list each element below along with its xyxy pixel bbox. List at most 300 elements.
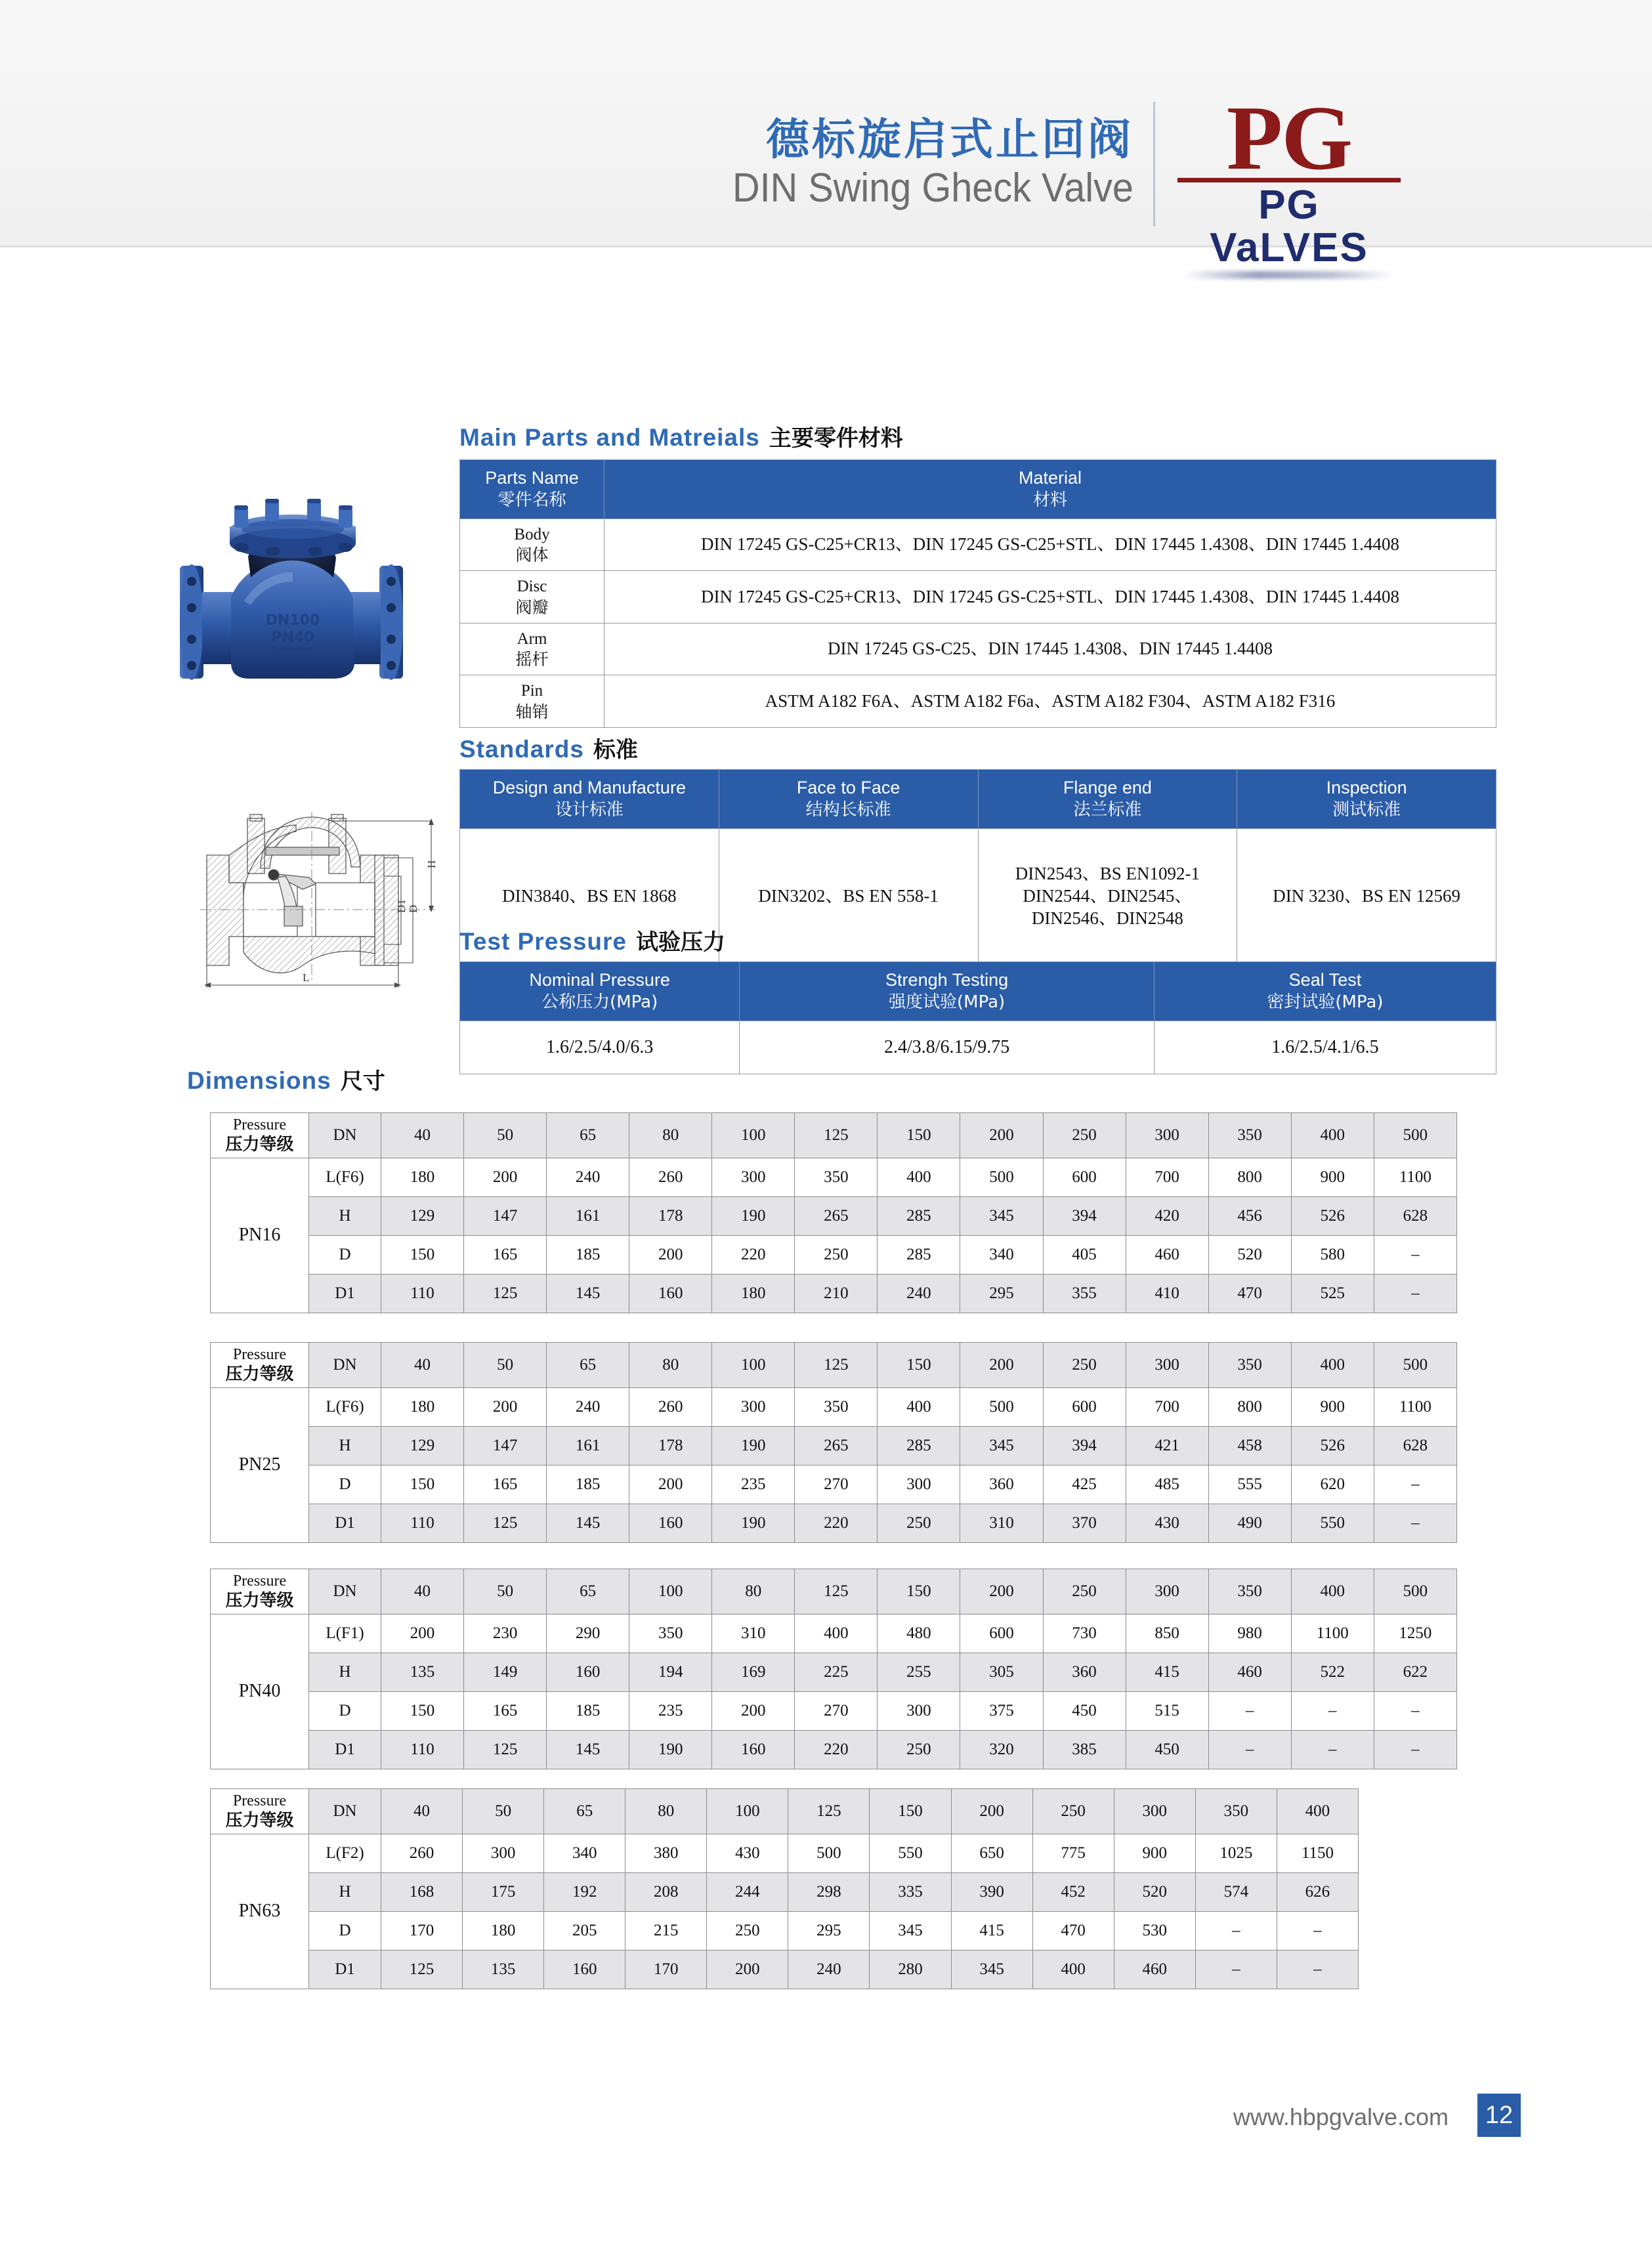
dimension-cell: 522 [1291, 1653, 1374, 1691]
dimension-cell: 295 [788, 1911, 870, 1950]
dn-value-200: 200 [951, 1789, 1032, 1834]
dn-value-500: 500 [1374, 1113, 1456, 1158]
dimension-cell: 1150 [1277, 1834, 1358, 1872]
col-header-standard-0: Design and Manufacture 设计标准 [460, 770, 719, 829]
table-row [460, 571, 1496, 623]
table-row [211, 1465, 1457, 1504]
table-row [211, 1691, 1457, 1730]
dimension-cell: 185 [547, 1465, 629, 1504]
col-header-testpressure-2: Seal Test 密封试验(MPa) [1154, 962, 1496, 1021]
dimension-cell: 320 [960, 1730, 1043, 1769]
dimension-cell: 425 [1043, 1465, 1126, 1504]
dimension-cell: 650 [951, 1834, 1032, 1872]
row-label-dn: DN [309, 1343, 381, 1388]
logo-valves-text: PG VaLVES [1210, 182, 1368, 271]
dimension-cell: 170 [381, 1911, 463, 1950]
dn-value-350: 350 [1195, 1789, 1277, 1834]
dimension-cell: 285 [878, 1426, 960, 1465]
dimension-cell: – [1374, 1274, 1456, 1313]
dimension-cell: 345 [870, 1911, 951, 1950]
valve-product-photo [158, 479, 440, 696]
table-row [211, 1504, 1457, 1542]
section-heading-main-parts [459, 420, 903, 452]
dn-value-300: 300 [1126, 1343, 1208, 1388]
dimension-cell: 194 [629, 1653, 712, 1691]
dimension-cell: 145 [547, 1274, 629, 1313]
dimension-cell: 145 [547, 1504, 629, 1542]
dimension-cell: 220 [795, 1504, 878, 1542]
dimension-cell: 430 [707, 1834, 788, 1872]
row-label-lf1: L(F1) [309, 1614, 381, 1653]
dimension-cell: 147 [464, 1426, 547, 1465]
dn-value-80: 80 [712, 1569, 795, 1614]
dimension-cell: 400 [878, 1158, 960, 1196]
dimension-cell: 450 [1126, 1730, 1208, 1769]
dimension-cell: 160 [544, 1950, 625, 1989]
dimension-cell: 300 [878, 1465, 960, 1504]
part-name-cn: 摇杆 [515, 650, 549, 669]
table-row [211, 1235, 1457, 1274]
valve-section-drawing [187, 784, 443, 1007]
dimension-cell: 622 [1374, 1653, 1456, 1691]
dimension-cell: 400 [795, 1614, 878, 1653]
dimension-cell: 530 [1114, 1911, 1195, 1950]
dimension-cell: 980 [1208, 1614, 1291, 1653]
dimension-cell: 580 [1291, 1235, 1374, 1274]
dimension-cell: 620 [1291, 1465, 1374, 1504]
dimension-cell: 600 [1043, 1158, 1126, 1196]
dimension-cell: 161 [547, 1196, 629, 1235]
dimension-cell: 280 [870, 1950, 951, 1989]
dimension-table-pn40 [210, 1569, 1457, 1769]
pressure-rating-label: PN63 [211, 1834, 309, 1989]
dn-value-50: 50 [464, 1113, 547, 1158]
test-pressure-value-1: 2.4/3.8/6.15/9.75 [740, 1021, 1154, 1074]
dimension-cell: 250 [795, 1235, 878, 1274]
dimension-cell: – [1374, 1730, 1456, 1769]
dimension-cell: 200 [712, 1691, 795, 1730]
dimension-cell: 165 [464, 1691, 547, 1730]
dimension-cell: 421 [1126, 1426, 1208, 1465]
standard-value-1: DIN3202、BS EN 558-1 [719, 828, 978, 964]
dimension-cell: 250 [878, 1730, 960, 1769]
dn-header-row [211, 1113, 1457, 1158]
dimension-cell: 129 [381, 1426, 464, 1465]
table-row [211, 1834, 1359, 1872]
material-cell: DIN 17245 GS-C25、DIN 17445 1.4308、DIN 17445 1.4408 [604, 623, 1496, 675]
part-name-cn: 阀体 [515, 545, 549, 565]
dn-value-125: 125 [795, 1113, 878, 1158]
dimension-cell: 500 [960, 1158, 1043, 1196]
dimension-cell: – [1374, 1504, 1456, 1542]
dn-value-80: 80 [629, 1113, 712, 1158]
dimension-cell: – [1195, 1911, 1277, 1950]
dimension-cell: – [1277, 1911, 1358, 1950]
dimension-cell: – [1374, 1465, 1456, 1504]
main-parts-table [459, 459, 1496, 728]
dimension-cell: 185 [547, 1235, 629, 1274]
dimension-cell: 300 [712, 1158, 795, 1196]
dn-value-250: 250 [1043, 1343, 1126, 1388]
part-name-en: Disc [517, 578, 547, 596]
dimension-cell: 175 [463, 1872, 544, 1911]
dimension-cell: 1100 [1291, 1614, 1374, 1653]
dimension-cell: 375 [960, 1691, 1043, 1730]
dn-value-100: 100 [629, 1569, 712, 1614]
dimension-cell: 730 [1043, 1614, 1126, 1653]
dimension-cell: 415 [951, 1911, 1032, 1950]
dimension-cell: 628 [1374, 1196, 1456, 1235]
section-heading-dimensions [187, 1063, 385, 1095]
dimension-cell: 628 [1374, 1426, 1456, 1465]
dimension-cell: 450 [1043, 1691, 1126, 1730]
part-name-en: Body [514, 525, 550, 543]
test-pressure-table [459, 961, 1496, 1074]
dimension-cell: 355 [1043, 1274, 1126, 1313]
dimension-cell: 200 [629, 1235, 712, 1274]
dimension-cell: 600 [1043, 1387, 1126, 1426]
dimension-cell: 200 [707, 1950, 788, 1989]
table-row [211, 1274, 1457, 1313]
table-row [211, 1387, 1457, 1426]
dn-value-300: 300 [1126, 1113, 1208, 1158]
dn-header-row [211, 1343, 1457, 1388]
dimension-cell: 574 [1195, 1872, 1277, 1911]
part-name-cell [460, 571, 604, 623]
part-name-cell [460, 518, 604, 571]
header-divider-rule [0, 245, 1652, 247]
dimension-cell: 200 [464, 1387, 547, 1426]
svg-text:PN40: PN40 [271, 629, 314, 646]
row-label-d: D [309, 1235, 381, 1274]
dimension-cell: 470 [1208, 1274, 1291, 1313]
dimension-cell: 305 [960, 1653, 1043, 1691]
dimension-cell: 235 [629, 1691, 712, 1730]
dn-header-row [211, 1569, 1457, 1614]
dimension-cell: 555 [1208, 1465, 1291, 1504]
dimension-cell: 394 [1043, 1426, 1126, 1465]
part-name-cell [460, 623, 604, 675]
table-row [211, 1730, 1457, 1769]
row-label-d1: D1 [309, 1274, 381, 1313]
dimension-cell: 285 [878, 1196, 960, 1235]
dimension-cell: – [1291, 1691, 1374, 1730]
dimension-cell: 225 [795, 1653, 878, 1691]
part-name-cn: 阀瓣 [515, 597, 549, 617]
dimension-cell: 340 [960, 1235, 1043, 1274]
row-label-d: D [309, 1691, 381, 1730]
pressure-rating-corner-label: Pressure 压力等级 [211, 1343, 309, 1388]
dn-value-50: 50 [464, 1343, 547, 1388]
dimension-cell: 410 [1126, 1274, 1208, 1313]
dimension-cell: 370 [1043, 1504, 1126, 1542]
dn-value-250: 250 [1043, 1569, 1126, 1614]
table-row [460, 1021, 1496, 1074]
dn-value-40: 40 [381, 1113, 464, 1158]
dimension-cell: 270 [795, 1691, 878, 1730]
dn-value-150: 150 [878, 1343, 960, 1388]
dn-value-40: 40 [381, 1789, 463, 1834]
dimension-cell: 215 [625, 1911, 707, 1950]
dimension-cell: 150 [381, 1691, 464, 1730]
dn-value-200: 200 [960, 1569, 1043, 1614]
dimension-cell: 800 [1208, 1387, 1291, 1426]
dn-value-400: 400 [1277, 1789, 1358, 1834]
row-label-lf6: L(F6) [309, 1387, 381, 1426]
material-cell: DIN 17245 GS-C25+CR13、DIN 17245 GS-C25+STL、DIN 17445 1.4308、DIN 17445 1.4408 [604, 518, 1496, 571]
table-row [211, 1158, 1457, 1196]
dimension-cell: 220 [712, 1235, 795, 1274]
dimension-cell: 515 [1126, 1691, 1208, 1730]
dimension-cell: 190 [712, 1504, 795, 1542]
dimension-cell: 430 [1126, 1504, 1208, 1542]
dimension-cell: 345 [960, 1426, 1043, 1465]
dimension-cell: 190 [712, 1426, 795, 1465]
dn-value-65: 65 [547, 1343, 629, 1388]
dimension-cell: 394 [1043, 1196, 1126, 1235]
pg-valves-logo [1177, 87, 1401, 271]
row-label-h: H [309, 1196, 381, 1235]
dimension-cell: 900 [1291, 1158, 1374, 1196]
dimension-cell: 350 [795, 1158, 878, 1196]
dimension-cell: 255 [878, 1653, 960, 1691]
table-row [460, 518, 1496, 571]
dimension-cell: 300 [878, 1691, 960, 1730]
dimension-cell: 265 [795, 1426, 878, 1465]
dn-value-150: 150 [878, 1113, 960, 1158]
dimension-cell: 452 [1032, 1872, 1114, 1911]
dimension-cell: 161 [547, 1426, 629, 1465]
dimension-cell: 178 [629, 1196, 712, 1235]
dimension-cell: 900 [1114, 1834, 1195, 1872]
part-name-en: Pin [520, 682, 543, 700]
header-content [702, 87, 1401, 271]
dimension-cell: 335 [870, 1872, 951, 1911]
dn-value-50: 50 [463, 1789, 544, 1834]
dimension-cell: 285 [878, 1235, 960, 1274]
col-header-parts-name: Parts Name 零件名称 [460, 460, 604, 519]
table-row [211, 1872, 1359, 1911]
dn-value-40: 40 [381, 1569, 464, 1614]
dn-value-80: 80 [625, 1789, 707, 1834]
dimension-table-pn63 [210, 1788, 1359, 1989]
row-label-lf6: L(F6) [309, 1158, 381, 1196]
section-heading-main-parts-en: Main Parts and Matreials [459, 424, 760, 451]
dimension-cell: 149 [464, 1653, 547, 1691]
dimension-cell: 470 [1032, 1911, 1114, 1950]
dimension-cell: 160 [629, 1504, 712, 1542]
dimension-cell: 480 [878, 1614, 960, 1653]
page-title-en: DIN Swing Gheck Valve [732, 165, 1133, 211]
dimension-cell: 526 [1291, 1196, 1374, 1235]
part-name-en: Arm [517, 629, 547, 648]
dimension-cell: 340 [544, 1834, 625, 1872]
dimension-cell: 220 [795, 1730, 878, 1769]
dimension-cell: 500 [960, 1387, 1043, 1426]
dn-value-50: 50 [464, 1569, 547, 1614]
dimension-cell: 165 [464, 1235, 547, 1274]
title-logo-divider [1153, 102, 1155, 226]
dimension-cell: 165 [464, 1465, 547, 1504]
dn-value-250: 250 [1043, 1113, 1126, 1158]
pressure-rating-label: PN40 [211, 1614, 309, 1769]
dimension-cell: – [1374, 1235, 1456, 1274]
dimension-cell: 298 [788, 1872, 870, 1911]
dimension-cell: 1100 [1374, 1158, 1456, 1196]
dimension-cell: 185 [547, 1691, 629, 1730]
dimension-cell: 125 [464, 1504, 547, 1542]
dimension-cell: 200 [464, 1158, 547, 1196]
test-pressure-value-0: 1.6/2.5/4.0/6.3 [460, 1021, 740, 1074]
dn-value-150: 150 [878, 1569, 960, 1614]
test-pressure-value-2: 1.6/2.5/4.1/6.5 [1154, 1021, 1496, 1074]
dimension-cell: 460 [1114, 1950, 1195, 1989]
page-title-cn: 德标旋启式止回阀 [766, 114, 1133, 165]
dimension-cell: 345 [960, 1196, 1043, 1235]
dimension-cell: 178 [629, 1426, 712, 1465]
dimension-cell: 1025 [1195, 1834, 1277, 1872]
standard-value-2: DIN2543、BS EN1092-1 DIN2544、DIN2545、 DIN2546、DIN2548 [978, 828, 1237, 964]
dn-value-400: 400 [1291, 1343, 1374, 1388]
dn-value-150: 150 [870, 1789, 951, 1834]
dimension-cell: 800 [1208, 1158, 1291, 1196]
dimension-cell: 125 [464, 1274, 547, 1313]
dimension-cell: – [1291, 1730, 1374, 1769]
dimension-cell: 230 [464, 1614, 547, 1653]
dimension-table-pn25 [210, 1342, 1457, 1543]
dimension-cell: 900 [1291, 1387, 1374, 1426]
standard-value-3: DIN 3230、BS EN 12569 [1237, 828, 1496, 964]
drawing-label-h: H [425, 860, 438, 868]
dimension-cell: 500 [788, 1834, 870, 1872]
dimension-cell: – [1195, 1950, 1277, 1989]
dimension-cell: 135 [463, 1950, 544, 1989]
row-label-d: D [309, 1911, 381, 1950]
dimension-cell: 265 [795, 1196, 878, 1235]
col-header-testpressure-0: Nominal Pressure 公称压力(MPa) [460, 962, 740, 1021]
dimension-cell: – [1208, 1730, 1291, 1769]
section-heading-standards-en: Standards [459, 736, 584, 763]
dimension-cell: 170 [625, 1950, 707, 1989]
dn-value-350: 350 [1208, 1113, 1291, 1158]
drawing-label-d1: D1 [395, 899, 408, 913]
dimension-cell: – [1277, 1950, 1358, 1989]
logo-pg-text: PG [1226, 87, 1352, 189]
dimension-cell: 160 [712, 1730, 795, 1769]
dn-value-125: 125 [795, 1343, 878, 1388]
part-name-cn: 轴销 [515, 702, 549, 721]
dimension-cell: 360 [1043, 1653, 1126, 1691]
dn-value-65: 65 [544, 1789, 625, 1834]
dimension-cell: 129 [381, 1196, 464, 1235]
drawing-label-l: L [303, 971, 310, 984]
dimension-cell: 310 [960, 1504, 1043, 1542]
dimension-cell: 135 [381, 1653, 464, 1691]
dn-value-250: 250 [1032, 1789, 1114, 1834]
material-cell: ASTM A182 F6A、ASTM A182 F6a、ASTM A182 F304、ASTM A182 F316 [604, 675, 1496, 728]
dn-header-row [211, 1789, 1359, 1834]
col-header-standard-2: Flange end 法兰标准 [978, 770, 1237, 829]
col-header-material: Material 材料 [604, 460, 1496, 519]
row-label-h: H [309, 1426, 381, 1465]
dimension-cell: 390 [951, 1872, 1032, 1911]
dimension-cell: 400 [1032, 1950, 1114, 1989]
dimension-cell: 525 [1291, 1274, 1374, 1313]
dimension-cell: 260 [629, 1387, 712, 1426]
dimension-cell: 235 [712, 1465, 795, 1504]
dimension-cell: 192 [544, 1872, 625, 1911]
dimension-cell: 180 [712, 1274, 795, 1313]
dimension-cell: 145 [547, 1730, 629, 1769]
dimension-cell: 600 [960, 1614, 1043, 1653]
dimension-cell: 700 [1126, 1387, 1208, 1426]
row-label-dn: DN [309, 1569, 381, 1614]
dimension-cell: 110 [381, 1274, 464, 1313]
row-label-dn: DN [309, 1789, 381, 1834]
dimension-cell: 458 [1208, 1426, 1291, 1465]
dimension-cell: 700 [1126, 1158, 1208, 1196]
section-heading-test-pressure [459, 924, 725, 956]
dn-value-40: 40 [381, 1343, 464, 1388]
dn-value-200: 200 [960, 1343, 1043, 1388]
dimension-cell: 310 [712, 1614, 795, 1653]
dimension-cell: 490 [1208, 1504, 1291, 1542]
dn-value-100: 100 [712, 1113, 795, 1158]
footer-page-number: 12 [1477, 2094, 1521, 2137]
dimension-cell: 290 [547, 1614, 629, 1653]
pressure-rating-corner-label: Pressure 压力等级 [211, 1113, 309, 1158]
row-label-lf2: L(F2) [309, 1834, 381, 1872]
table-row [211, 1653, 1457, 1691]
dimension-cell: 190 [712, 1196, 795, 1235]
dimension-cell: 520 [1114, 1872, 1195, 1911]
dimension-cell: – [1374, 1691, 1456, 1730]
col-header-standard-1: Face to Face 结构长标准 [719, 770, 978, 829]
dimension-cell: 208 [625, 1872, 707, 1911]
dimension-cell: 420 [1126, 1196, 1208, 1235]
dn-value-80: 80 [629, 1343, 712, 1388]
table-row [211, 1426, 1457, 1465]
dimension-cell: 169 [712, 1653, 795, 1691]
dimension-cell: 415 [1126, 1653, 1208, 1691]
logo-shadow [1184, 271, 1394, 279]
section-heading-dimensions-cn: 尺寸 [340, 1068, 385, 1095]
dimension-cell: 150 [381, 1465, 464, 1504]
dimension-cell: 1100 [1374, 1387, 1456, 1426]
footer-website-url[interactable]: www.hbpgvalve.com [1233, 2103, 1449, 2130]
section-heading-standards-cn: 标准 [593, 737, 638, 763]
dn-value-300: 300 [1114, 1789, 1195, 1834]
pressure-rating-corner-label: Pressure 压力等级 [211, 1569, 309, 1614]
dimension-cell: 550 [870, 1834, 951, 1872]
table-row [211, 1911, 1359, 1950]
dimension-cell: 1250 [1374, 1614, 1456, 1653]
dimension-cell: 160 [629, 1274, 712, 1313]
dimension-cell: 350 [795, 1387, 878, 1426]
col-header-testpressure-1: Strengh Testing 强度试验(MPa) [740, 962, 1154, 1021]
table-row [211, 1196, 1457, 1235]
dimension-cell: 270 [795, 1465, 878, 1504]
dn-value-500: 500 [1374, 1569, 1456, 1614]
table-header-row [460, 460, 1496, 519]
dimension-cell: 460 [1208, 1653, 1291, 1691]
row-label-d1: D1 [309, 1950, 381, 1989]
dn-value-400: 400 [1291, 1569, 1374, 1614]
col-header-standard-3: Inspection 测试标准 [1237, 770, 1496, 829]
row-label-h: H [309, 1872, 381, 1911]
dn-value-65: 65 [547, 1569, 629, 1614]
dimension-cell: 150 [381, 1235, 464, 1274]
